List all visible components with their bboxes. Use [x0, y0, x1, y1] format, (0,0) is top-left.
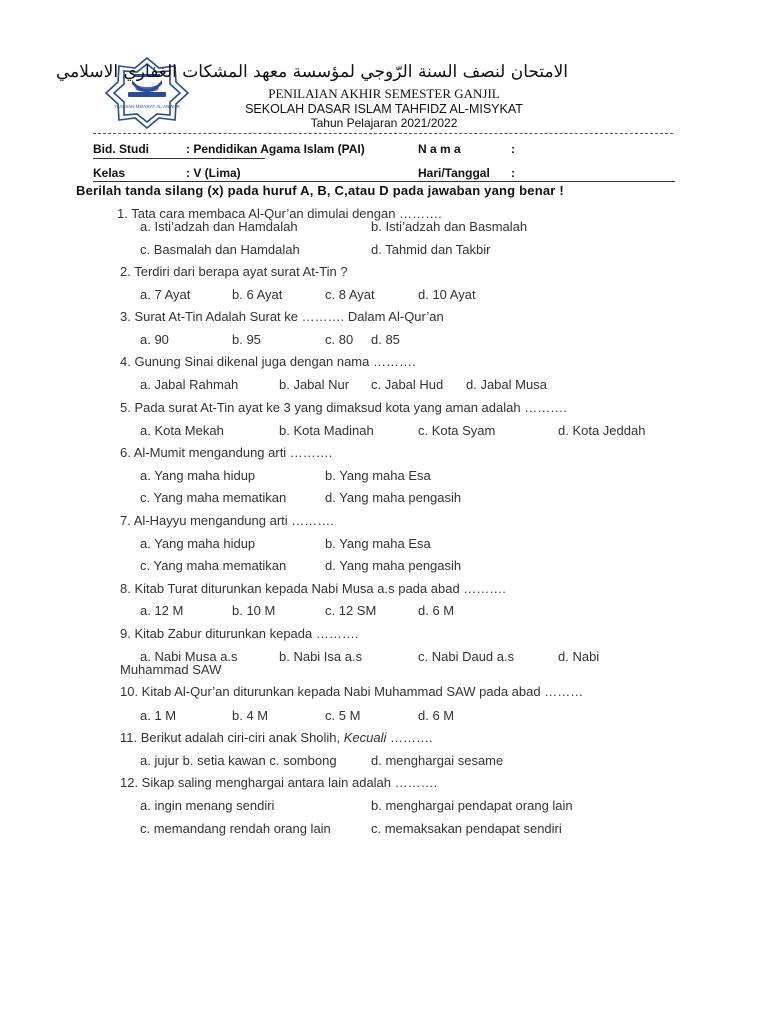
kelas-value: : V (Lima): [186, 166, 241, 180]
q6-option-a: a. Yang maha hidup: [140, 468, 256, 483]
question-12: 12. Sikap saling menghargai antara lain adalah ……….: [120, 775, 438, 790]
q5-option-d: d. Kota Jeddah: [558, 423, 646, 438]
school-year: Tahun Pelajaran 2021/2022: [310, 116, 458, 130]
q3-option-b: b. 95: [232, 332, 261, 347]
school-name: SEKOLAH DASAR ISLAM TAHFIDZ AL-MISYKAT: [245, 102, 523, 116]
q9-option-b: b. Nabi Isa a.s: [279, 649, 363, 664]
q10-option-a: a. 1 M: [140, 708, 177, 723]
q1-option-c: c. Basmalah dan Hamdalah: [140, 242, 300, 257]
q2-option-b: b. 6 Ayat: [232, 287, 283, 302]
question-5: 5. Pada surat At-Tin ayat ke 3 yang dimaksud kota yang aman adalah ……….: [120, 400, 567, 415]
bid-studi-label: Bid. Studi: [93, 142, 149, 156]
q10-option-b: b. 4 M: [232, 708, 269, 723]
q9-option-d: d. Nabi: [558, 649, 600, 664]
q9-option-c: c. Nabi Daud a.s: [418, 649, 515, 664]
q6-option-b: b. Yang maha Esa: [325, 468, 431, 483]
q3-option-a: a. 90: [140, 332, 169, 347]
q12-option-a: a. ingin menang sendiri: [140, 798, 275, 813]
hari-label: Hari/Tanggal: [418, 166, 490, 180]
logo-text: YAYASAN MISYKAT AL-ANWAR: [114, 104, 180, 109]
nama-label: N a m a: [418, 142, 461, 156]
q2-option-c: c. 8 Ayat: [325, 287, 375, 302]
question-11-dots: ……….: [386, 730, 433, 745]
q2-option-d: d. 10 Ayat: [418, 287, 476, 302]
q7-option-a: a. Yang maha hidup: [140, 536, 256, 551]
instruction: Berilah tanda silang (x) pada huruf A, B, C,atau D pada jawaban yang benar !: [76, 183, 564, 198]
q6-option-d: d. Yang maha pengasih: [325, 490, 462, 505]
nama-colon: :: [511, 142, 515, 156]
question-1: 1. Tata cara membaca Al-Qur’an dimulai dengan ……….: [117, 206, 442, 221]
info-divider: [93, 181, 675, 182]
q4-option-a: a. Jabal Rahmah: [140, 377, 239, 392]
question-3: 3. Surat At-Tin Adalah Surat ke ………. Dalam Al-Qur’an: [120, 309, 444, 324]
kelas-label: Kelas: [93, 166, 126, 180]
q3-option-c: c. 80: [325, 332, 354, 347]
q5-option-c: c. Kota Syam: [418, 423, 496, 438]
q7-option-d: d. Yang maha pengasih: [325, 558, 462, 573]
q8-option-d: d. 6 M: [418, 603, 455, 618]
hari-colon: :: [511, 166, 515, 180]
exam-title: PENILAIAN AKHIR SEMESTER GANJIL: [268, 86, 500, 101]
q4-option-c: c. Jabal Hud: [371, 377, 444, 392]
q4-option-b: b. Jabal Nur: [279, 377, 350, 392]
question-2: 2. Terdiri dari berapa ayat surat At-Tin ?: [120, 264, 348, 279]
question-11: [120, 730, 433, 745]
q9-option-d-cont: Muhammad SAW: [120, 662, 222, 677]
question-11-text: 11. Berikut adalah ciri-ciri anak Sholih,: [120, 730, 344, 745]
question-11-kecuali: Kecuali: [343, 730, 387, 745]
question-8: 8. Kitab Turat diturunkan kepada Nabi Musa a.s pada abad ……….: [120, 581, 506, 596]
q10-option-c: c. 5 M: [325, 708, 361, 723]
q11-option-d: d. menghargai sesame: [371, 753, 504, 768]
q7-option-b: b. Yang maha Esa: [325, 536, 431, 551]
arabic-title: الامتحان لنصف السنة الرّوجي لمؤسسة معهد المشكات الغفاري الاسلامي: [56, 62, 568, 82]
q11-options-abc: a. jujur b. setia kawan c. sombong: [140, 753, 337, 768]
question-10: 10. Kitab Al-Qur’an diturunkan kepada Nabi Muhammad SAW pada abad ………: [120, 684, 584, 699]
q5-option-b: b. Kota Madinah: [279, 423, 374, 438]
q1-option-b: b. Isti’adzah dan Basmalah: [371, 219, 528, 234]
q6-option-c: c. Yang maha mematikan: [140, 490, 287, 505]
q12-option-c: c. memandang rendah orang lain: [140, 821, 331, 836]
question-6: 6. Al-Mumit mengandung arti ……….: [120, 445, 333, 460]
question-7: 7. Al-Hayyu mengandung arti ……….: [120, 513, 334, 528]
q5-option-a: a. Kota Mekah: [140, 423, 224, 438]
q9-option-a: a. Nabi Musa a.s: [140, 649, 238, 664]
q7-option-c: c. Yang maha mematikan: [140, 558, 287, 573]
question-9: 9. Kitab Zabur diturunkan kepada ……….: [120, 626, 359, 641]
q3-option-d: d. 85: [371, 332, 400, 347]
bid-underline: [93, 158, 265, 159]
q8-option-b: b. 10 M: [232, 603, 276, 618]
q1-option-a: a. Isti’adzah dan Hamdalah: [140, 219, 298, 234]
q1-option-d: d. Tahmid dan Takbir: [371, 242, 491, 257]
q12-option-b: b. menghargai pendapat orang lain: [371, 798, 573, 813]
q2-option-a: a. 7 Ayat: [140, 287, 191, 302]
question-4: 4. Gunung Sinai dikenal juga dengan nama ……….: [120, 354, 416, 369]
q12-option-d: c. memaksakan pendapat sendiri: [371, 821, 562, 836]
q10-option-d: d. 6 M: [418, 708, 455, 723]
header-divider: [93, 133, 673, 134]
q8-option-a: a. 12 M: [140, 603, 184, 618]
bid-studi-value: : Pendidikan Agama Islam (PAI): [186, 142, 365, 156]
q4-option-d: d. Jabal Musa: [466, 377, 547, 392]
q8-option-c: c. 12 SM: [325, 603, 377, 618]
